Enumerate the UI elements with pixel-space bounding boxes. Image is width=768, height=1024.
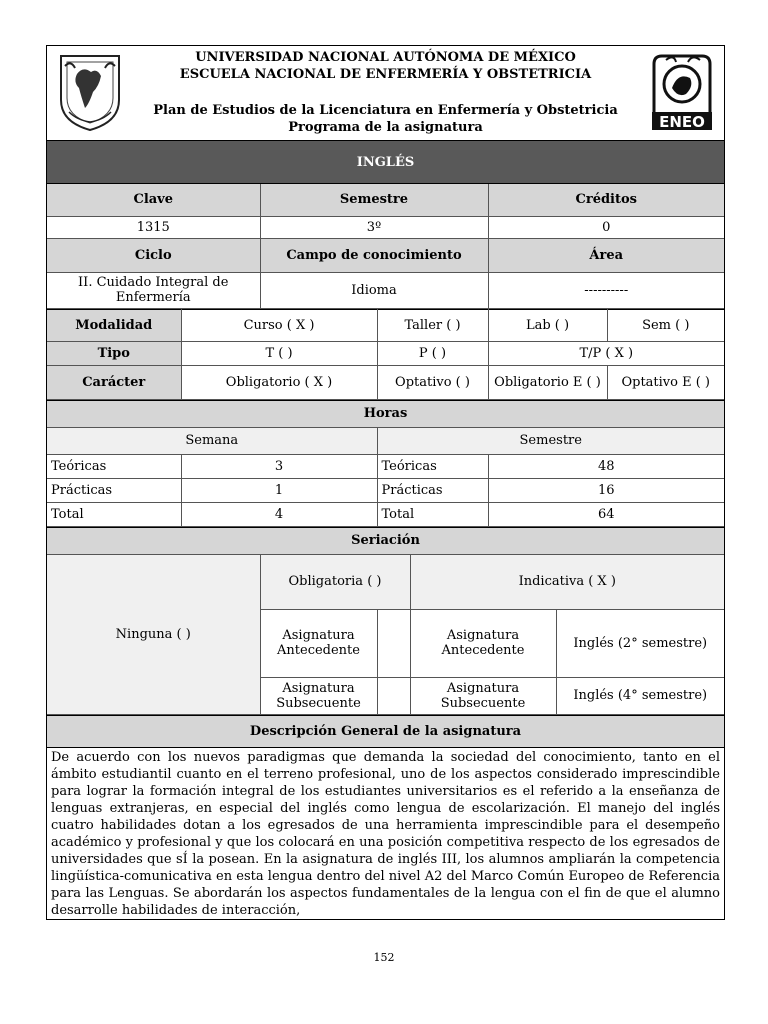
indicativa-subsecuente-value: Inglés (4° semestre) (556, 677, 724, 714)
area-value: ---------- (488, 272, 724, 308)
indicativa-antecedente-value: Inglés (2° semestre) (556, 609, 724, 677)
eneo-logo-text: ENEO (659, 113, 705, 131)
horas-row-semana: 4 (181, 502, 377, 526)
subject-name: INGLÉS (47, 141, 724, 184)
tipo-t: T ( ) (181, 341, 377, 365)
horas-row-semana: 3 (181, 454, 377, 478)
modalidad-label: Modalidad (47, 309, 181, 341)
program-title: Programa de la asignatura (288, 120, 483, 135)
caracter-obligatorio: Obligatorio ( X ) (181, 365, 377, 399)
page-number: 152 (373, 951, 395, 964)
document-header (47, 46, 724, 141)
creditos-label: Créditos (488, 184, 724, 216)
campo-label: Campo de conocimiento (260, 238, 488, 272)
area-label: Área (488, 238, 724, 272)
horas-row-label: Prácticas (47, 478, 181, 502)
horas-row-semestre: 64 (488, 502, 724, 526)
seriacion-indicativa: Indicativa ( X ) (410, 554, 724, 609)
table-row (47, 454, 724, 478)
semestre-value: 3º (260, 216, 488, 238)
obligatoria-antecedente-value (377, 609, 410, 677)
creditos-value: 0 (488, 216, 724, 238)
horas-row-semestre: 16 (488, 478, 724, 502)
ciclo-value: II. Cuidado Integral de Enfermería (47, 272, 260, 308)
indicativa-subsecuente-label: Asignatura Subsecuente (410, 677, 556, 714)
modalidad-lab: Lab ( ) (488, 309, 607, 341)
horas-row-label: Teóricas (377, 454, 488, 478)
school-name: ESCUELA NACIONAL DE ENFERMERÍA Y OBSTETRICIA (179, 67, 592, 82)
horas-row-semana: 1 (181, 478, 377, 502)
seriacion-obligatoria: Obligatoria ( ) (260, 554, 410, 609)
tipo-p: P ( ) (377, 341, 488, 365)
clave-value: 1315 (47, 216, 260, 238)
university-name: UNIVERSIDAD NACIONAL AUTÓNOMA DE MÉXICO (195, 50, 576, 65)
table-row (47, 502, 724, 526)
horas-row-label: Total (377, 502, 488, 526)
horas-row-label: Teóricas (47, 454, 181, 478)
indicativa-antecedente-label: Asignatura Antecedente (410, 609, 556, 677)
horas-row-label: Total (47, 502, 181, 526)
horas-row-label: Prácticas (377, 478, 488, 502)
modalidad-curso: Curso ( X ) (181, 309, 377, 341)
caracter-optativo-e: Optativo E ( ) (607, 365, 724, 399)
hours-table (47, 400, 724, 527)
obligatoria-antecedente-label: Asignatura Antecedente (260, 609, 377, 677)
horas-title: Horas (47, 400, 724, 427)
plan-title: Plan de Estudios de la Licenciatura en Enfermería y Obstetricia (153, 103, 618, 118)
caracter-label: Carácter (47, 365, 181, 399)
modalidad-taller: Taller ( ) (377, 309, 488, 341)
tipo-tp: T/P ( X ) (488, 341, 724, 365)
descripcion-title: Descripción General de la asignatura (47, 715, 724, 747)
clave-label: Clave (47, 184, 260, 216)
caracter-optativo: Optativo ( ) (377, 365, 488, 399)
table-row (47, 478, 724, 502)
obligatoria-subsecuente-value (377, 677, 410, 714)
tipo-label: Tipo (47, 341, 181, 365)
campo-value: Idioma (260, 272, 488, 308)
seriacion-ninguna: Ninguna ( ) (47, 554, 260, 714)
general-info-table (47, 184, 724, 309)
seriation-table (47, 527, 724, 715)
seriacion-title: Seriación (47, 527, 724, 554)
descripcion-text: De acuerdo con los nuevos paradigmas que demanda la sociedad del conocimiento, tanto en el ámbito estudiantil cuanto en el terreno profesional, uno de los aspectos considerado imprescindible para lograr la formación integral de los estudiantes universitarios es el referido a la enseñanza de lenguas extranjeras, en especial del inglés como lengua de escolarización. El manejo del inglés cuatro habilidades dotan a los egresados de una herramienta imprescindible para el desempeño académico y profesional y que los colocará en una posición competitiva respecto de los egresados de universidades que sÍ la posean. En la asignatura de inglés III, los alumnos ampliarán la competencia lingüística-comunicativa en esta lengua dentro del nivel A2 del Marco Común Europeo de Referencia para las Lenguas. Se abordarán los aspectos fundamentales de la lengua con el fin de que el alumno desarrolle habilidades de interacción, (47, 747, 724, 919)
program-sheet (46, 45, 725, 920)
caracter-obligatorio-e: Obligatorio E ( ) (488, 365, 607, 399)
horas-semestre-header: Semestre (377, 427, 724, 454)
modalidad-sem: Sem ( ) (607, 309, 724, 341)
obligatoria-subsecuente-label: Asignatura Subsecuente (260, 677, 377, 714)
modality-table (47, 309, 724, 400)
horas-semana-header: Semana (47, 427, 377, 454)
ciclo-label: Ciclo (47, 238, 260, 272)
semestre-label: Semestre (260, 184, 488, 216)
eneo-logo-icon (648, 52, 716, 132)
horas-row-semestre: 48 (488, 454, 724, 478)
